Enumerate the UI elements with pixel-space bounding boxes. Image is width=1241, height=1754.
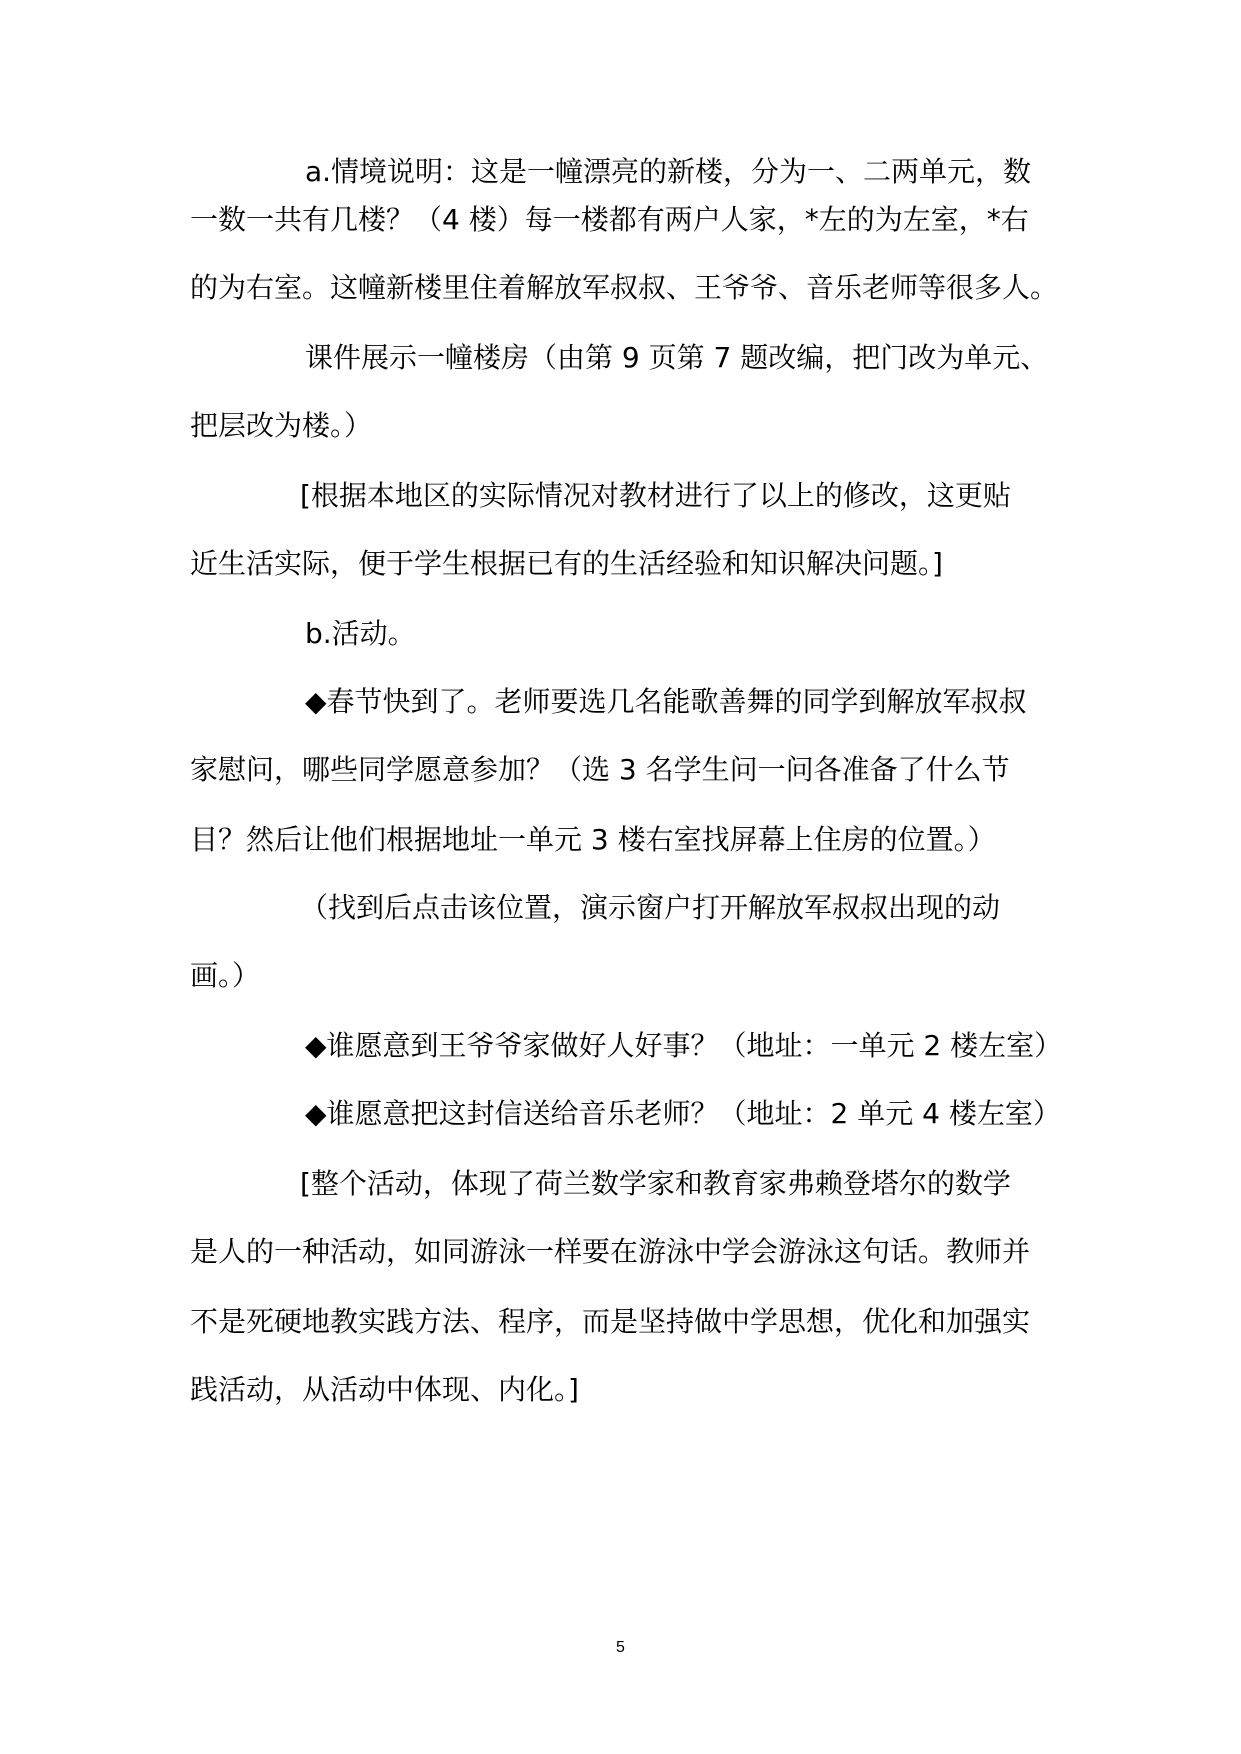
paragraph-line: a.情境说明：这是一幢漂亮的新楼，分为一、二两单元，数 [305,155,1032,188]
paragraph-line: 目？然后让他们根据地址一单元 3 楼右室找屏幕上住房的位置。） [190,823,996,856]
paragraph-line: 是人的一种活动，如同游泳一样要在游泳中学会游泳这句话。教师并 [190,1235,1031,1268]
paragraph-line: [整个活动，体现了荷兰数学家和教育家弗赖登塔尔的数学 [300,1167,1011,1200]
paragraph-line: ◆春节快到了。老师要选几名能歌善舞的同学到解放军叔叔 [305,685,1027,718]
paragraph-line: 的为右室。这幢新楼里住着解放军叔叔、王爷爷、音乐老师等很多人。 [190,271,1059,304]
paragraph-line: 践活动，从活动中体现、内化。] [190,1373,579,1406]
paragraph-line: 画。） [190,959,261,992]
paragraph-line: 课件展示一幢楼房（由第 9 页第 7 题改编，把门改为单元、 [305,341,1049,374]
paragraph-line: [根据本地区的实际情况对教材进行了以上的修改，这更贴 [300,479,1011,512]
paragraph-line: 家慰问，哪些同学愿意参加？（选 3 名学生问一问各准备了什么节 [190,753,1010,786]
paragraph-line: b.活动。 [305,617,416,650]
paragraph-line: （找到后点击该位置，演示窗户打开解放军叔叔出现的动 [300,891,1001,924]
paragraph-line: 近生活实际，便于学生根据已有的生活经验和知识解决问题。] [190,547,943,580]
paragraph-line: 把层改为楼。） [190,409,373,442]
paragraph-line: ◆谁愿意到王爷爷家做好人好事？（地址：一单元 2 楼左室） [305,1029,1063,1062]
page-number: 5 [616,1639,625,1656]
paragraph-line: 不是死硬地教实践方法、程序，而是坚持做中学思想，优化和加强实 [190,1305,1031,1338]
paragraph-line: 一数一共有几楼？（4 楼）每一楼都有两户人家，*左的为左室，*右 [190,203,1029,236]
paragraph-line: ◆谁愿意把这封信送给音乐老师？（地址：2 单元 4 楼左室） [305,1097,1061,1130]
